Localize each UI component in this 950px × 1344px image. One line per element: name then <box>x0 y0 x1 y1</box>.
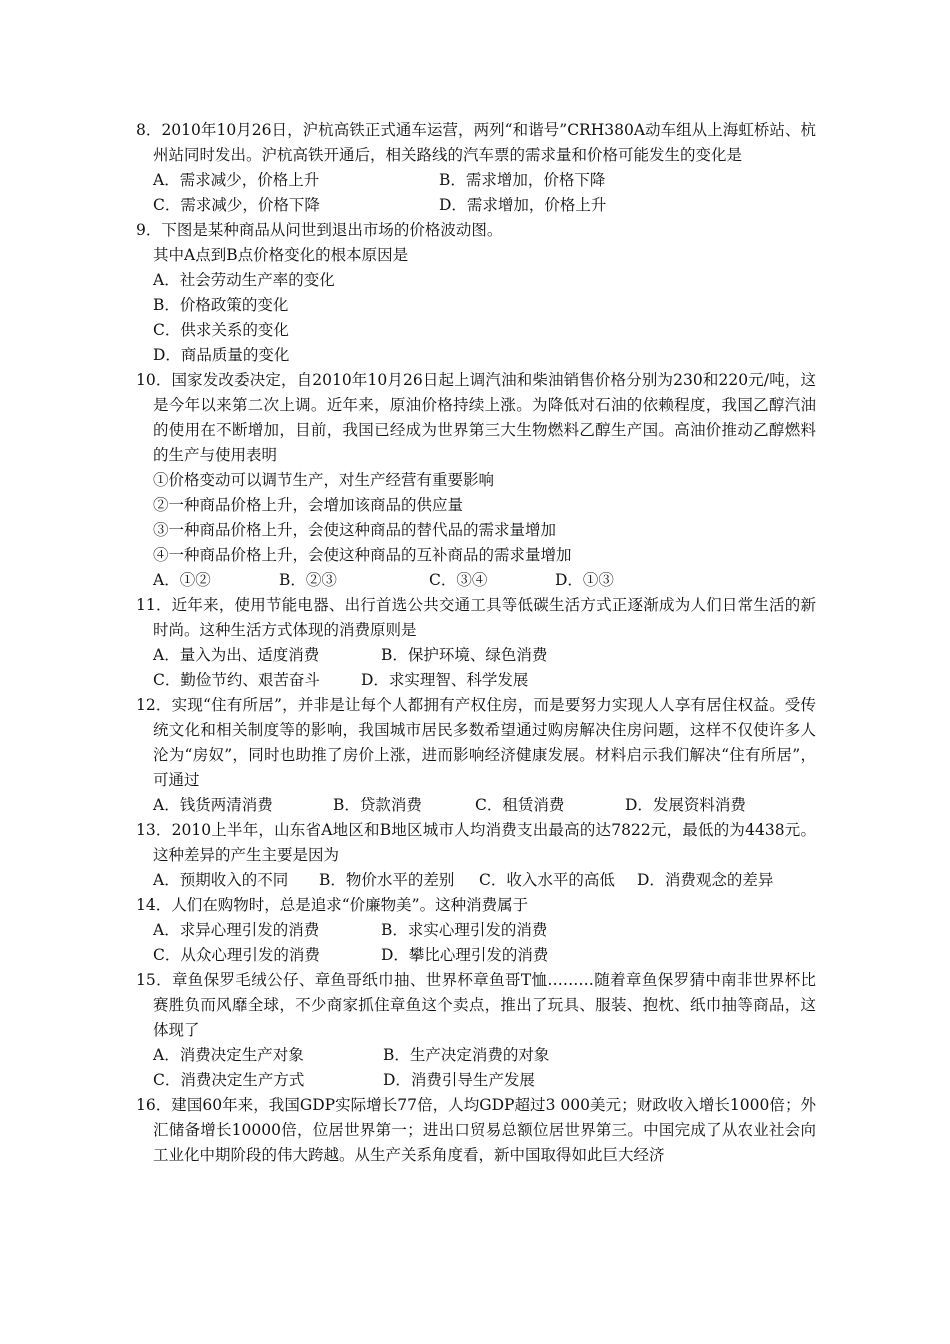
option-b: B．价格政策的变化 <box>153 296 289 314</box>
option-a: A．①② <box>153 571 211 589</box>
statement-3: ③一种商品价格上升，会使这种商品的替代品的需求量增加 <box>153 521 557 539</box>
question-9-text: 9．下图是某种商品从问世到退出市场的价格波动图。 <box>136 221 503 239</box>
option-a: A．求异心理引发的消费 <box>153 921 320 939</box>
option-d: D．①③ <box>555 571 614 589</box>
option-a: A．量入为出、适度消费 <box>153 646 320 664</box>
statement-1: ①价格变动可以调节生产，对生产经营有重要影响 <box>153 471 495 489</box>
question-11-options-row-2 <box>136 668 816 693</box>
question-15 <box>136 968 816 1093</box>
question-10 <box>136 368 816 593</box>
option-a: A．社会劳动生产率的变化 <box>153 271 335 289</box>
option-a: A．预期收入的不同 <box>153 871 289 889</box>
statement-4: ④一种商品价格上升，会使这种商品的互补商品的需求量增加 <box>153 546 572 564</box>
question-12 <box>136 693 816 818</box>
option-b: B．保护环境、绿色消费 <box>381 646 548 664</box>
option-c: C．需求减少，价格下降 <box>153 196 320 214</box>
question-14 <box>136 893 816 968</box>
option-b: B．求实心理引发的消费 <box>381 921 548 939</box>
option-d: D．商品质量的变化 <box>153 346 290 364</box>
question-11-text: 11．近年来，使用节能电器、出行首选公共交通工具等低碳生活方式正逐渐成为人们日常生活的新时尚。这种生活方式体现的消费原则是 <box>136 596 816 639</box>
option-c: C．从众心理引发的消费 <box>153 946 320 964</box>
option-b: B．贷款消费 <box>333 796 422 814</box>
question-13 <box>136 818 816 893</box>
option-a: A．消费决定生产对象 <box>153 1046 304 1064</box>
statement-2: ②一种商品价格上升，会增加该商品的供应量 <box>153 496 464 514</box>
option-c: C．③④ <box>429 571 488 589</box>
option-d: D．消费观念的差异 <box>637 871 774 889</box>
question-16-text: 16．建国60年来，我国GDP实际增长77倍，人均GDP超过3 000美元；财政收入增长1000倍；外汇储备增长10000倍，位居世界第一；进出口贸易总额位居世界第三。中国完成了从农业社会向工业化中期阶段的伟大跨越。从生产关系角度看，新中国取得如此巨大经济 <box>136 1096 816 1164</box>
question-8-options-row-1 <box>136 168 816 193</box>
question-9 <box>136 218 816 368</box>
question-15-options-row-2 <box>136 1068 816 1093</box>
option-d: D．求实理智、科学发展 <box>361 671 529 689</box>
question-8-options-row-2 <box>136 193 816 218</box>
question-10-text: 10．国家发改委决定，自2010年10月26日起上调汽油和柴油销售价格分别为230和220元/吨，这是今年以来第二次上调。近年来，原油价格持续上涨。为降低对石油的依赖程度，我国乙醇汽油的使用在不断增加，目前，我国已经成为世界第三大生物燃料乙醇生产国。高油价推动乙醇燃料的生产与使用表明 <box>136 371 816 464</box>
question-11-options-row-1 <box>136 643 816 668</box>
question-12-text: 12．实现“住有所居”，并非是让每个人都拥有产权住房，而是要努力实现人人享有居住权益。受传统文化和相关制度等的影响，我国城市居民多数希望通过购房解决住房问题，这样不仅使许多人沦为“房奴”，同时也助推了房价上涨，进而影响经济健康发展。材料启示我们解决“住有所居”，可通过 <box>136 696 816 789</box>
option-c: C．租赁消费 <box>475 796 565 814</box>
question-15-options-row-1 <box>136 1043 816 1068</box>
question-11 <box>136 593 816 693</box>
option-c: C．供求关系的变化 <box>153 321 289 339</box>
question-8-text: 8．2010年10月26日，沪杭高铁正式通车运营，两列“和谐号”CRH380A动车组从上海虹桥站、杭州站同时发出。沪杭高铁开通后，相关路线的汽车票的需求量和价格可能发生的变化是 <box>136 121 816 164</box>
option-b: B．物价水平的差别 <box>319 871 455 889</box>
option-d: D．攀比心理引发的消费 <box>381 946 549 964</box>
question-10-options-row <box>136 568 816 593</box>
option-c: C．勤俭节约、艰苦奋斗 <box>153 671 320 689</box>
question-9-prompt: 其中A点到B点价格变化的根本原因是 <box>153 246 409 264</box>
option-d: D．需求增加，价格上升 <box>439 196 607 214</box>
question-16 <box>136 1093 816 1168</box>
question-13-text: 13．2010上半年，山东省A地区和B地区城市人均消费支出最高的达7822元，最低的为4438元。这种差异的产生主要是因为 <box>136 821 816 864</box>
option-c: C．消费决定生产方式 <box>153 1071 305 1089</box>
question-12-options-row <box>136 793 816 818</box>
option-b: B．需求增加，价格下降 <box>439 171 606 189</box>
question-list <box>136 118 816 1168</box>
option-b: B．②③ <box>279 571 337 589</box>
question-14-options-row-2 <box>136 943 816 968</box>
question-14-options-row-1 <box>136 918 816 943</box>
question-14-text: 14．人们在购物时，总是追求“价廉物美”。这种消费属于 <box>136 896 529 914</box>
question-13-options-row <box>136 868 816 893</box>
option-d: D．消费引导生产发展 <box>383 1071 535 1089</box>
option-d: D．发展资料消费 <box>625 796 746 814</box>
option-b: B．生产决定消费的对象 <box>383 1046 550 1064</box>
option-a: A．钱货两清消费 <box>153 796 273 814</box>
question-8 <box>136 118 816 218</box>
option-c: C．收入水平的高低 <box>479 871 615 889</box>
question-15-text: 15．章鱼保罗毛绒公仔、章鱼哥纸巾抽、世界杯章鱼哥T恤………随着章鱼保罗猜中南非世界杯比赛胜负而风靡全球，不少商家抓住章鱼这个卖点，推出了玩具、服装、抱枕、纸巾抽等商品，这体现了 <box>136 971 816 1039</box>
option-a: A．需求减少，价格上升 <box>153 171 320 189</box>
